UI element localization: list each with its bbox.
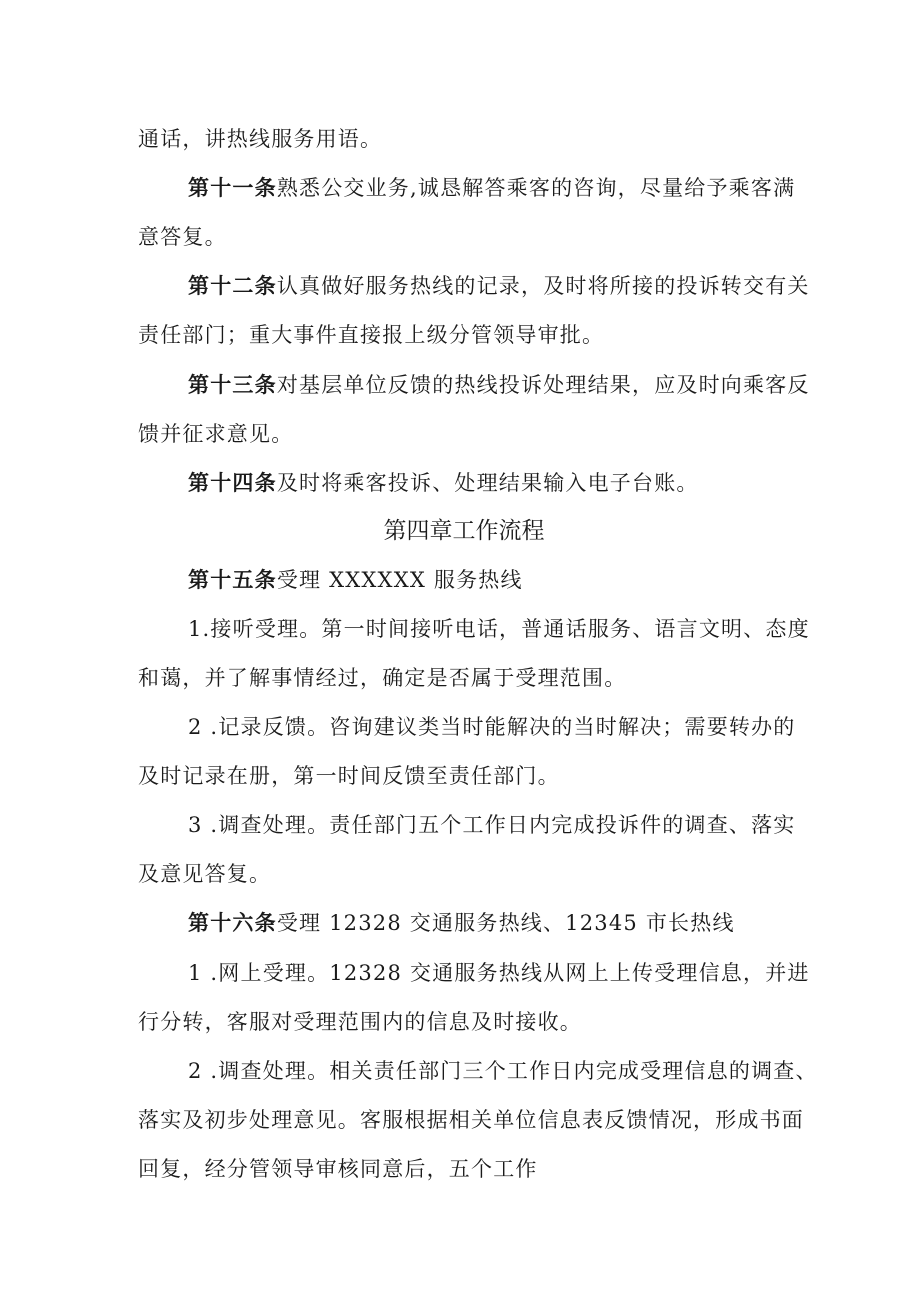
body-text: 熟悉公交业务,诚恳解答乘客的咨询，尽量给予乘客满	[276, 176, 796, 200]
paragraph-line	[138, 1007, 582, 1037]
body-text: 对基层单位反馈的热线投诉处理结果，应及时向乘客反	[276, 373, 810, 397]
paragraph-line	[138, 859, 271, 889]
paragraph-line	[188, 712, 796, 742]
body-text: 及意见答复。	[138, 862, 272, 886]
body-text: 受理 12328 交通服务热线、12345 市长热线	[276, 911, 735, 935]
body-text: 2 .调查处理。相关责任部门三个工作日内完成受理信息的调查、	[188, 1059, 818, 1083]
body-text: 2 .记录反馈。咨询建议类当时能解决的当时解决；需要转办的	[188, 715, 796, 739]
paragraph-line	[138, 1154, 538, 1184]
paragraph-line	[138, 419, 293, 449]
paragraph-line	[138, 222, 227, 252]
body-text: 意答复。	[138, 225, 227, 249]
paragraph-line	[188, 1056, 818, 1086]
article-label: 第十六条	[188, 911, 277, 935]
article-label: 第十四条	[188, 471, 277, 495]
chapter-heading: 第四章工作流程	[383, 518, 545, 544]
article-label: 第十三条	[188, 373, 277, 397]
paragraph-line	[188, 810, 796, 840]
body-text: 和蔼，并了解事情经过，确定是否属于受理范围。	[138, 666, 627, 690]
body-text: 及时将乘客投诉、处理结果输入电子台账。	[276, 471, 699, 495]
body-text: 馈并征求意见。	[138, 422, 294, 446]
paragraph-line	[138, 663, 626, 693]
body-text: 1 .网上受理。12328 交通服务热线从网上上传受理信息，并进	[188, 961, 810, 985]
body-text: 认真做好服务热线的记录，及时将所接的投诉转交有关	[276, 274, 810, 298]
article-label: 第十一条	[188, 176, 277, 200]
article-label: 第十二条	[188, 274, 277, 298]
body-text: 及时记录在册，第一时间反馈至责任部门。	[138, 764, 560, 788]
paragraph-line	[138, 761, 560, 791]
article-15	[188, 565, 523, 595]
paragraph-line	[188, 614, 810, 644]
article-13	[188, 370, 810, 400]
article-label: 第十五条	[188, 568, 277, 592]
body-text: 受理 XXXXXX 服务热线	[276, 568, 523, 592]
body-text: 责任部门；重大事件直接报上级分管领导审批。	[138, 323, 605, 347]
paragraph-line	[138, 1105, 804, 1135]
body-text: 落实及初步处理意见。客服根据相关单位信息表反馈情况，形成书面	[138, 1108, 804, 1132]
body-text: 行分转，客服对受理范围内的信息及时接收。	[138, 1010, 582, 1034]
paragraph-line	[188, 958, 810, 988]
paragraph-line	[138, 320, 604, 350]
body-text: 1.接听受理。第一时间接听电话，普通话服务、语言文明、态度	[188, 617, 810, 641]
paragraph-line	[138, 124, 382, 154]
body-text: 3 .调查处理。责任部门五个工作日内完成投诉件的调查、落实	[188, 813, 796, 837]
article-16	[188, 908, 735, 938]
body-text: 回复，经分管领导审核同意后，五个工作	[138, 1157, 538, 1181]
article-11	[188, 173, 795, 203]
article-14	[188, 468, 699, 498]
body-text: 通话，讲热线服务用语。	[138, 127, 383, 151]
article-12	[188, 271, 810, 301]
